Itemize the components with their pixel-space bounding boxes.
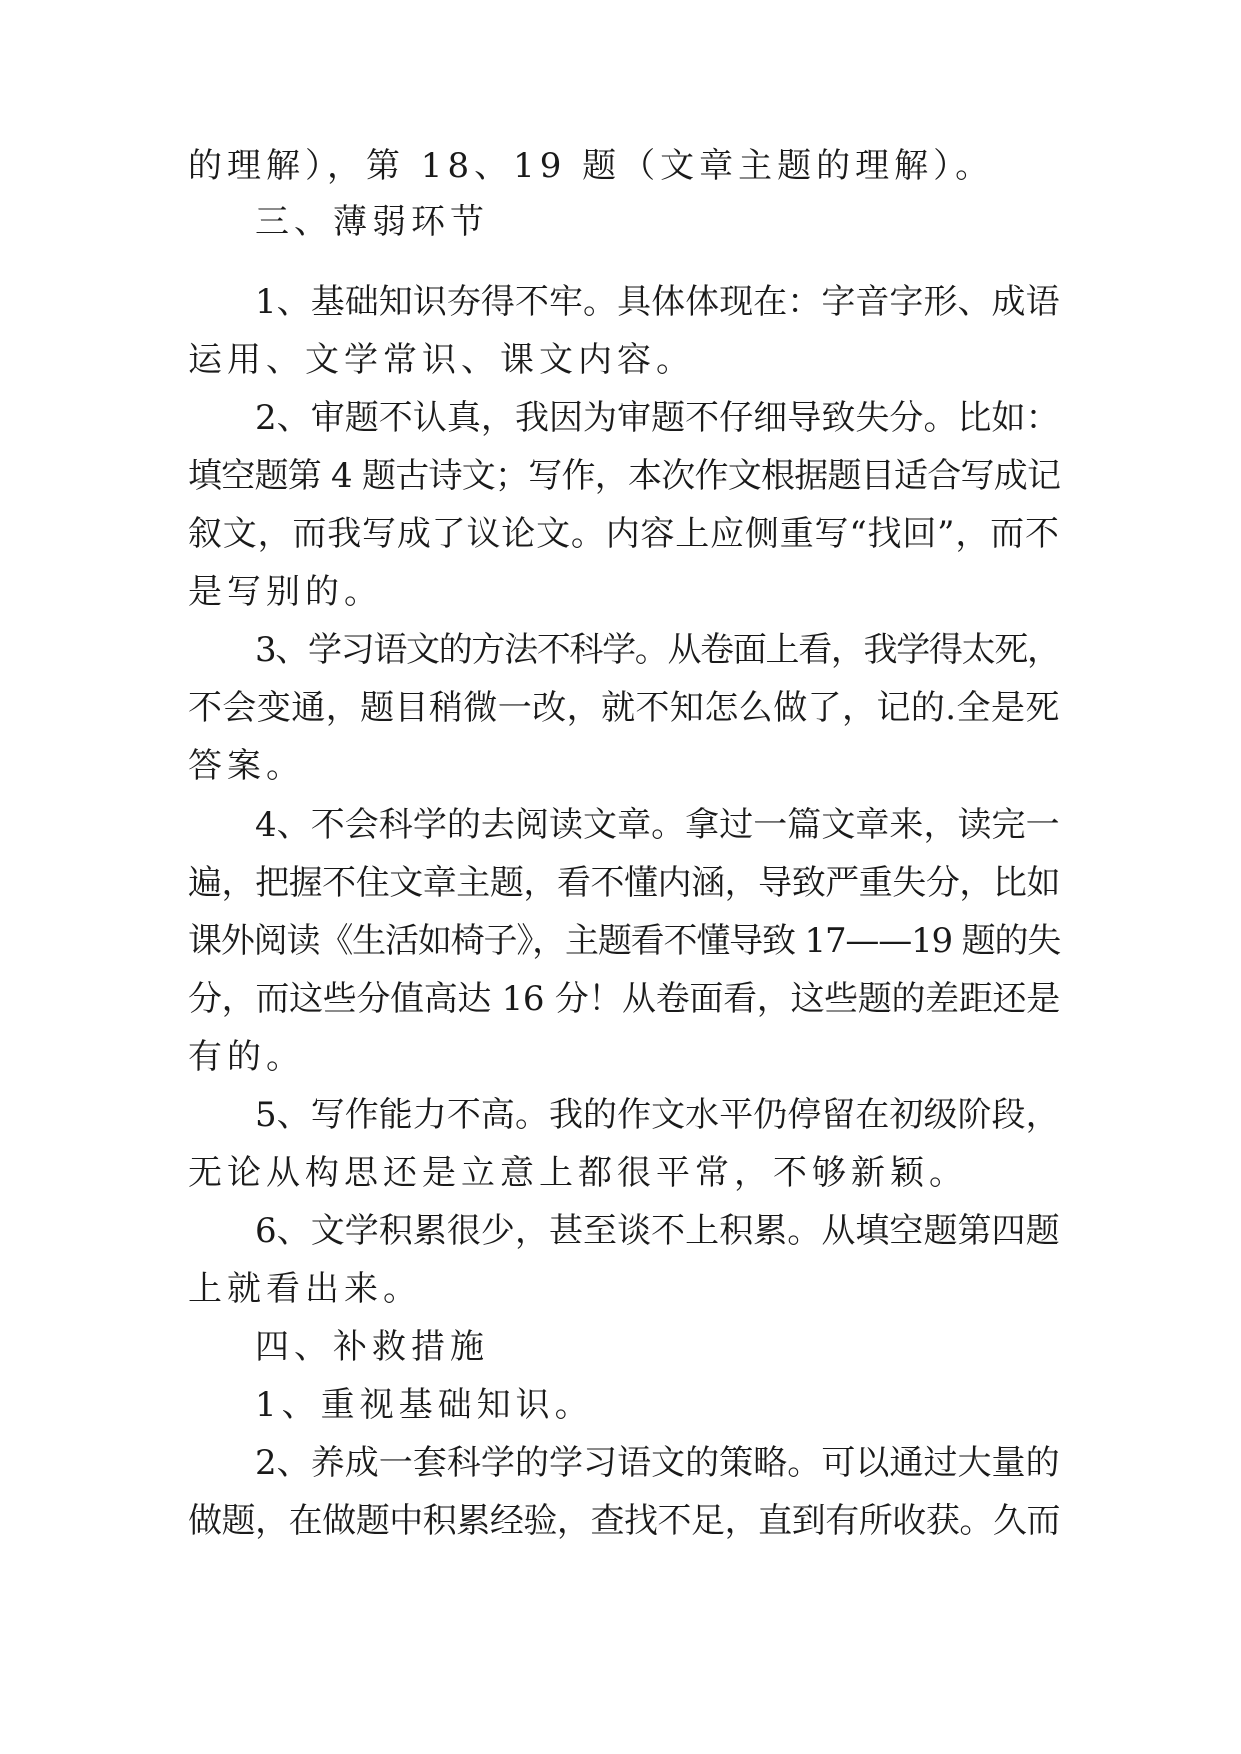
text-line: 6、文学积累很少，甚至谈不上积累。从填空题第四题	[255, 1211, 1060, 1251]
text-line: 有的。	[188, 1037, 305, 1077]
section-heading-weak-points: 三、薄弱环节	[255, 202, 489, 242]
text-line: 叙文，而我写成了议论文。内容上应侧重写“找回”，而不	[188, 514, 1060, 554]
text-line: 3、学习语文的方法不科学。从卷面上看，我学得太死，	[255, 630, 1060, 670]
text-line: 分，而这些分值高达 16 分！从卷面看，这些题的差距还是	[188, 979, 1060, 1019]
text-line: 运用、文学常识、课文内容。	[188, 340, 695, 380]
text-line: 上就看出来。	[188, 1269, 422, 1309]
text-line: 答案。	[188, 746, 305, 786]
text-line: 的理解），第 18、19 题（文章主题的理解）。	[188, 146, 995, 186]
text-line: 2、养成一套科学的学习语文的策略。可以通过大量的	[255, 1443, 1060, 1483]
text-line: 课外阅读《生活如椅子》，主题看不懂导致 17——19 题的失	[188, 921, 1061, 961]
text-line: 1、基础知识夯得不牢。具体体现在：字音字形、成语	[255, 282, 1060, 322]
section-heading-remedies: 四、补救措施	[255, 1327, 489, 1367]
text-line: 4、不会科学的去阅读文章。拿过一篇文章来，读完一	[255, 805, 1060, 845]
text-line: 无论从构思还是立意上都很平常，不够新颖。	[188, 1153, 968, 1193]
text-line: 做题，在做题中积累经验，查找不足，直到有所收获。久而	[188, 1501, 1060, 1541]
text-line: 不会变通，题目稍微一改，就不知怎么做了，记的.全是死	[188, 688, 1060, 728]
text-line: 是写别的。	[188, 572, 383, 612]
text-line: 遍，把握不住文章主题，看不懂内涵，导致严重失分，比如	[188, 863, 1060, 903]
text-line: 5、写作能力不高。我的作文水平仍停留在初级阶段，	[255, 1095, 1060, 1135]
text-line: 填空题第 4 题古诗文；写作，本次作文根据题目适合写成记	[188, 456, 1061, 496]
text-line: 2、审题不认真，我因为审题不仔细导致失分。比如：	[255, 398, 1060, 438]
text-line: 1、重视基础知识。	[255, 1385, 594, 1425]
